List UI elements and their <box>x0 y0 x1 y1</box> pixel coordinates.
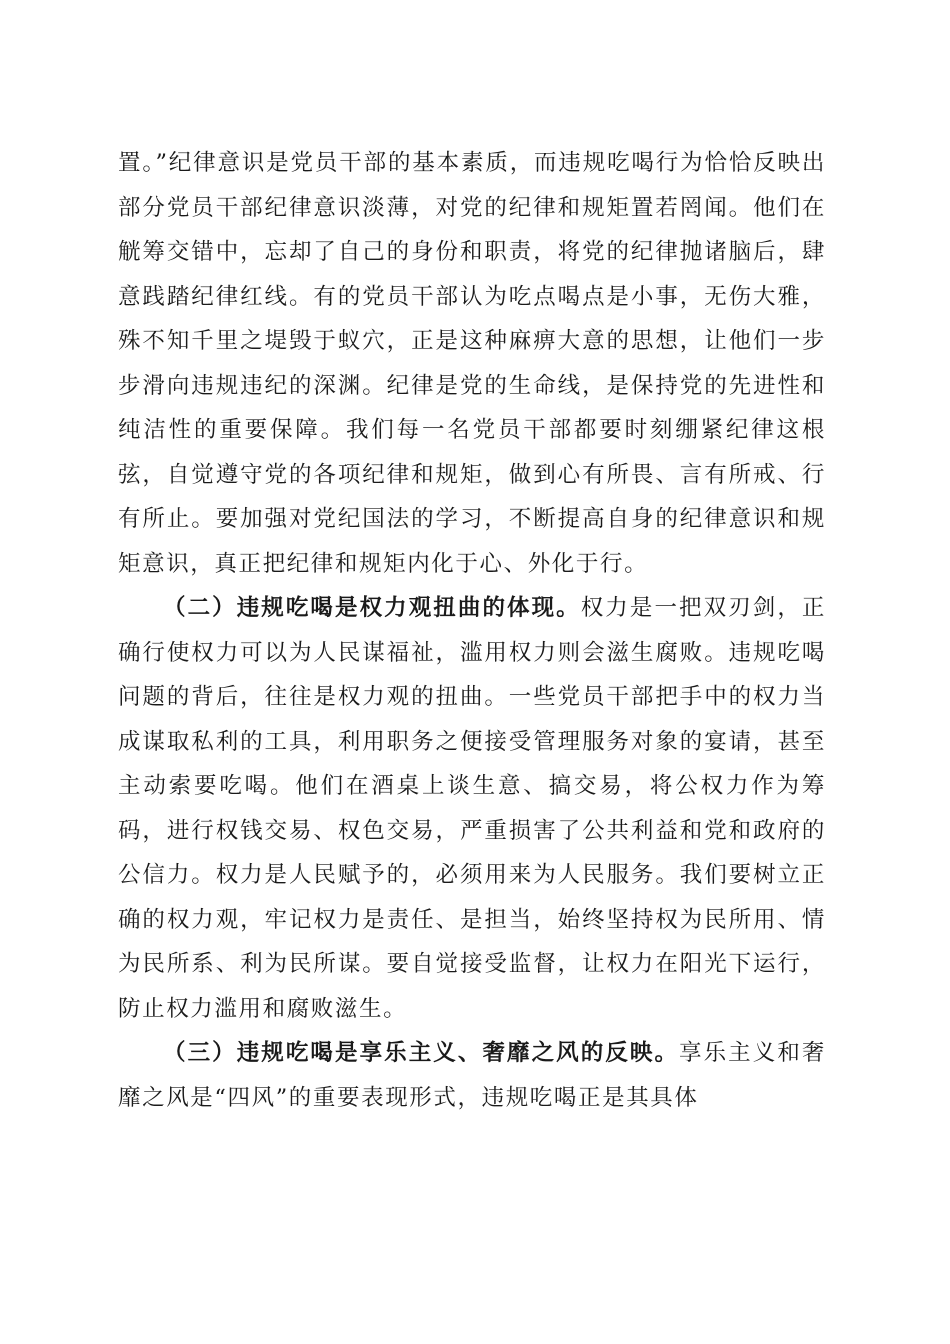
paragraph-3 <box>118 1031 826 1120</box>
paragraph-1 <box>118 141 826 586</box>
paragraph-3-heading: （三）违规吃喝是享乐主义、奢靡之风的反映。 <box>163 1040 680 1066</box>
paragraph-2-text: 权力是一把双刃剑，正确行使权力可以为人民谋福祉，滥用权力则会滋生腐败。违规吃喝问题的背后，往往是权力观的扭曲。一些党员干部把手中的权力当成谋取私利的工具，利用职务之便接受管理服务对象的宴请，甚至主动索要吃喝。他们在酒桌上谈生意、搞交易，将公权力作为筹码，进行权钱交易、权色交易，严重损害了公共利益和党和政府的公信力。权力是人民赋予的，必须用来为人民服务。我们要树立正确的权力观，牢记权力是责任、是担当，始终坚持权为民所用、情为民所系、利为民所谋。要自觉接受监督，让权力在阳光下运行，防止权力滥用和腐败滋生。 <box>118 595 826 1022</box>
paragraph-3-text: 享乐主义和奢靡之风是“四风”的重要表现形式，违规吃喝正是其具体 <box>118 1040 826 1111</box>
paragraph-2 <box>118 586 826 1031</box>
document-body <box>118 141 826 1120</box>
paragraph-2-heading: （二）违规吃喝是权力观扭曲的体现。 <box>163 595 581 621</box>
paragraph-1-text: 置。”纪律意识是党员干部的基本素质，而违规吃喝行为恰恰反映出部分党员干部纪律意识淡薄，对党的纪律和规矩置若罔闻。他们在觥筹交错中，忘却了自己的身份和职责，将党的纪律抛诸脑后，肆意践踏纪律红线。有的党员干部认为吃点喝点是小事，无伤大雅，殊不知千里之堤毁于蚁穴，正是这种麻痹大意的思想，让他们一步步滑向违规违纪的深渊。纪律是党的生命线，是保持党的先进性和纯洁性的重要保障。我们每一名党员干部都要时刻绷紧纪律这根弦，自觉遵守党的各项纪律和规矩，做到心有所畏、言有所戒、行有所止。要加强对党纪国法的学习，不断提高自身的纪律意识和规矩意识，真正把纪律和规矩内化于心、外化于行。 <box>118 150 826 577</box>
